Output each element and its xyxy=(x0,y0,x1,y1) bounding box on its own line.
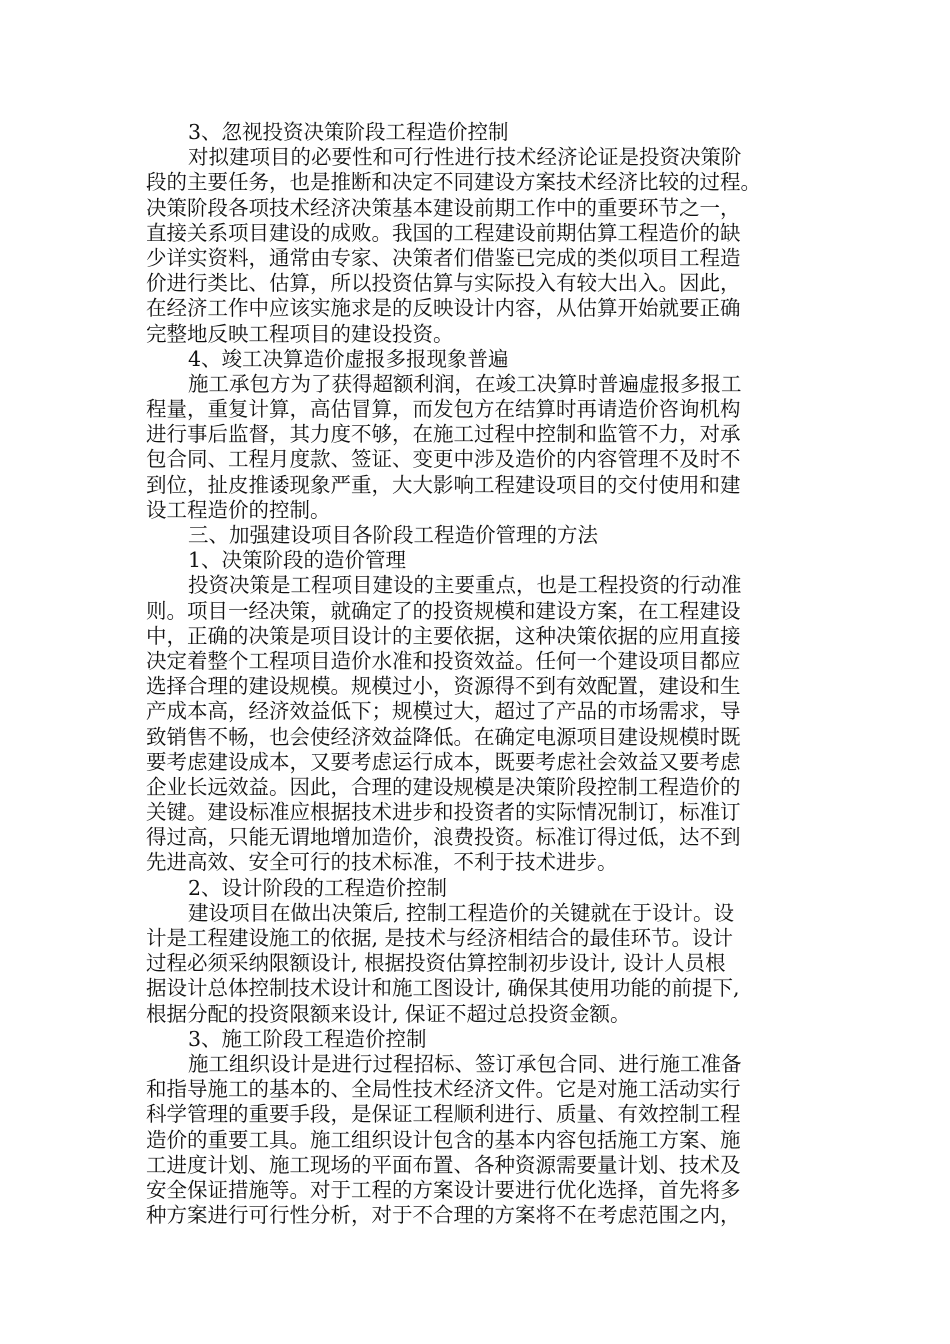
text-line: 则。项目一经决策，就确定了的投资规模和建设方案，在工程建设 xyxy=(146,598,741,623)
text-line: 2、设计阶段的工程造价控制 xyxy=(188,875,448,900)
text-line: 三、加强建设项目各阶段工程造价管理的方法 xyxy=(188,523,598,547)
text-line: 在经济工作中应该实施求是的反映设计内容，从估算开始就要正确 xyxy=(146,296,741,321)
text-line: 选择合理的建设规模。规模过小，资源得不到有效配置，建设和生 xyxy=(146,674,741,699)
text-line: 投资决策是工程项目建设的主要重点，也是工程投资的行动准 xyxy=(188,573,742,598)
text-line: 到位，扯皮推诿现象严重，大大影响工程建设项目的交付使用和建 xyxy=(146,472,741,497)
text-line: 施工组织设计是进行过程招标、签订承包合同、进行施工准备 xyxy=(188,1051,742,1076)
text-line: 根据分配的投资限额来设计, 保证不超过总投资金额。 xyxy=(146,1001,631,1026)
text-line: 得过高，只能无谓地增加造价，浪费投资。标准订得过低，达不到 xyxy=(146,825,741,850)
text-line: 种方案进行可行性分析，对于不合理的方案将不在考虑范围之内， xyxy=(146,1203,741,1228)
text-line: 完整地反映工程项目的建设投资。 xyxy=(146,321,454,346)
text-line: 计是工程建设施工的依据, 是技术与经济相结合的最佳环节。设计 xyxy=(146,926,734,950)
text-line: 3、施工阶段工程造价控制 xyxy=(188,1026,427,1051)
document-body xyxy=(146,120,806,1228)
text-line: 建设项目在做出决策后, 控制工程造价的关键就在于设计。设 xyxy=(188,900,735,925)
text-line: 价进行类比、估算，所以投资估算与实际投入有较大出入。因此， xyxy=(146,271,741,296)
text-line: 关键。建设标准应根据技术进步和投资者的实际情况制订，标准订 xyxy=(146,800,741,825)
text-line: 中，正确的决策是项目设计的主要依据，这种决策依据的应用直接 xyxy=(146,623,741,648)
text-line: 1、决策阶段的造价管理 xyxy=(188,548,407,573)
text-line: 科学管理的重要手段，是保证工程顺利进行、质量、有效控制工程 xyxy=(146,1102,741,1127)
text-line: 设工程造价的控制。 xyxy=(146,497,331,522)
text-line: 决定着整个工程项目造价水准和投资效益。任何一个建设项目都应 xyxy=(146,648,741,673)
text-line: 施工承包方为了获得超额利润，在竣工决算时普遍虚报多报工 xyxy=(188,371,742,396)
text-line: 先进高效、安全可行的技术标准，不利于技术进步。 xyxy=(146,850,618,875)
text-line: 过程必须采纳限额设计, 根据投资估算控制初步设计, 设计人员根 xyxy=(146,951,726,976)
text-line: 4、竣工决算造价虚报多报现象普遍 xyxy=(188,346,509,371)
text-line: 3、忽视投资决策阶段工程造价控制 xyxy=(188,120,509,144)
text-line: 少详实资料，通常由专家、决策者们借鉴已完成的类似项目工程造 xyxy=(146,245,741,270)
text-line: 企业长远效益。因此，合理的建设规模是决策阶段控制工程造价的 xyxy=(146,774,741,799)
text-line: 工进度计划、施工现场的平面布置、各种资源需要量计划、技术及 xyxy=(146,1152,741,1177)
text-line: 安全保证措施等。对于工程的方案设计要进行优化选择，首先将多 xyxy=(146,1177,741,1202)
text-line: 直接关系项目建设的成败。我国的工程建设前期估算工程造价的缺 xyxy=(146,220,741,245)
text-line: 决策阶段各项技术经济决策基本建设前期工作中的重要环节之一， xyxy=(146,195,741,220)
text-line: 造价的重要工具。施工组织设计包含的基本内容包括施工方案、施 xyxy=(146,1127,741,1152)
text-line: 据设计总体控制技术设计和施工图设计, 确保其使用功能的前提下, xyxy=(146,976,740,1001)
text-line: 和指导施工的基本的、全局性技术经济文件。它是对施工活动实行 xyxy=(146,1077,741,1102)
text-line: 致销售不畅，也会使经济效益降低。在确定电源项目建设规模时既 xyxy=(146,724,741,749)
text-line: 要考虑建设成本，又要考虑运行成本，既要考虑社会效益又要考虑 xyxy=(146,749,741,774)
text-line: 对拟建项目的必要性和可行性进行技术经济论证是投资决策阶 xyxy=(188,145,742,170)
text-line: 产成本高，经济效益低下；规模过大，超过了产品的市场需求，导 xyxy=(146,699,741,724)
text-line: 进行事后监督，其力度不够，在施工过程中控制和监管不力，对承 xyxy=(146,422,741,447)
text-line: 程量，重复计算，高估冒算，而发包方在结算时再请造价咨询机构 xyxy=(146,397,741,422)
text-line: 段的主要任务，也是推断和决定不同建设方案技术经济比较的过程。 xyxy=(146,170,761,195)
text-line: 包合同、工程月度款、签证、变更中涉及造价的内容管理不及时不 xyxy=(146,447,741,472)
